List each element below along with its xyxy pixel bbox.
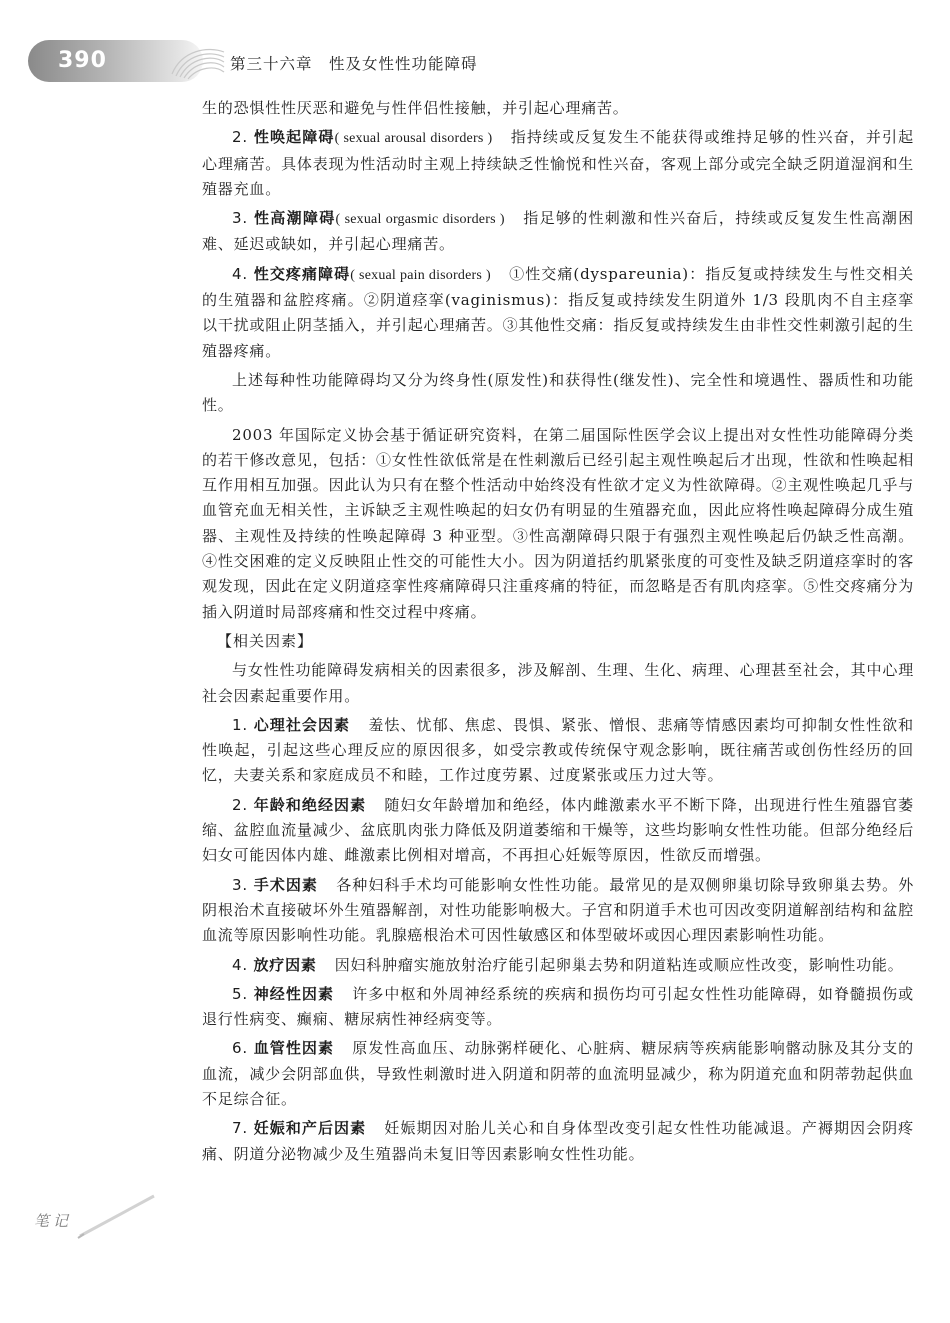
item-term: 年龄和绝经因素 xyxy=(253,795,367,814)
item-text: 指持续或反复发生不能获得或维持足够的性兴奋，并引起心理痛苦。具体表现为性活动时主观上持续缺乏性愉悦和性兴奋，客观上部分或完全缺乏阴道湿润和生殖器充血。 xyxy=(202,128,914,198)
item-text: 羞怯、忧郁、焦虑、畏惧、紧张、憎恨、悲痛等情感因素均可抑制女性性欲和性唤起，引起这些心理反应的原因很多，如受宗教或传统保守观念影响，既往痛苦或创伤性经历的回忆，夫妻关系和家庭成员不和睦，工作过度劳累、过度紧张或压力过大等。 xyxy=(202,715,914,785)
item-text: 随妇女年龄增加和绝经，体内雌激素水平不断下降，出现进行性生殖器官萎缩、盆腔血流量减少、盆底肌肉张力降低及阴道萎缩和干燥等，这些均影响女性性功能。但部分绝经后妇女可能因体内雄、雌激素比例相对增高，不再担心妊娠等原因，性欲反而增强。 xyxy=(202,795,914,865)
paragraph-sexual-pain xyxy=(202,262,914,364)
factor-item xyxy=(202,953,914,978)
item-term: 妊娠和产后因素 xyxy=(253,1119,367,1138)
item-term: 性唤起障碍 xyxy=(253,128,335,147)
item-text: 许多中枢和外周神经系统的疾病和损伤均可引起女性性功能障碍，如脊髓损伤或退行性病变、癫痫、糖尿病性神经病变等。 xyxy=(202,984,914,1029)
page-number: 390 xyxy=(58,48,107,73)
page-body xyxy=(202,96,914,1171)
notes-label: 笔记 xyxy=(34,1212,73,1230)
notes-margin xyxy=(34,1192,159,1242)
item-term: 性交疼痛障碍 xyxy=(253,264,351,283)
factor-item xyxy=(202,793,914,869)
paragraph-orgasmic xyxy=(202,206,914,258)
item-text: 妊娠期因对胎儿关心和自身体型改变引起女性性功能减退。产褥期因会阴疼痛、阴道分泌物减少及生殖器尚未复旧等因素影响女性性功能。 xyxy=(202,1119,914,1163)
paragraph: 上述每种性功能障碍均又分为终身性(原发性)和获得性(继发性)、完全性和境遇性、器质性和功能性。 xyxy=(202,370,914,415)
paragraph: 2003 年国际定义协会基于循证研究资料，在第二届国际性医学会议上提出对女性性功能障碍分类的若干修改意见，包括：①女性性欲低常是在性刺激后已经引起主观性唤起后才出现，性欲和性唤起相互作用相互加强。因此认为只有在整个性活动中始终没有性欲才定义为性欲障碍。②主观性唤起几乎与血管充血无相关性，主诉缺乏主观性唤起的妇女仍有明显的生殖器充血，因此应将性唤起障碍分成生殖器、主观性及持续的性唤起障碍 3 种亚型。③性高潮障碍只限于有强烈主观性唤起后仍缺乏性高潮。④性交困难的定义反映阻止性交的可能性大小。因为阴道括约肌紧张度的可变性及缺乏阴道痉挛时的客观发现，因此在定义阴道痉挛性疼痛障碍只注重疼痛的特征，而忽略是否有肌肉痉挛。⑤性交疼痛分为插入阴道时局部疼痛和性交过程中疼痛。 xyxy=(202,425,914,621)
item-number: 2. xyxy=(232,128,248,147)
item-number: 6. xyxy=(232,1039,248,1058)
paragraph-sexual-arousal xyxy=(202,125,914,202)
pen-icon xyxy=(74,1192,159,1240)
item-english-term: ( sexual pain disorders ) xyxy=(350,267,491,283)
item-text: 因妇科肿瘤实施放射治疗能引起卵巢去势和阴道粘连或顺应性改变，影响性功能。 xyxy=(334,955,904,974)
item-number: 7. xyxy=(232,1119,248,1138)
swirl-ornament-icon xyxy=(168,44,228,80)
item-term: 血管性因素 xyxy=(253,1039,335,1058)
item-number: 5. xyxy=(232,984,248,1003)
factor-item xyxy=(202,713,914,789)
factor-item xyxy=(202,1116,914,1167)
factor-item xyxy=(202,982,914,1033)
item-number: 2. xyxy=(232,795,248,814)
item-text: 指足够的性刺激和性兴奋后，持续或反复发生性高潮困难、延迟或缺如，并引起心理痛苦。 xyxy=(202,209,914,254)
item-term: 手术因素 xyxy=(253,875,318,894)
item-term: 神经性因素 xyxy=(253,984,335,1003)
item-number: 3. xyxy=(232,209,248,228)
chapter-title: 第三十六章 性及女性性功能障碍 xyxy=(230,55,478,73)
item-number: 4. xyxy=(232,955,248,974)
item-text: 原发性高血压、动脉粥样硬化、心脏病、糖尿病等疾病能影响髂动脉及其分支的血流，减少会阴部血供，导致性刺激时进入阴道和阴蒂的血流明显减少，称为阴道充血和阴蒂勃起供血不足综合征。 xyxy=(202,1039,914,1108)
item-number: 1. xyxy=(232,715,248,734)
page-header xyxy=(28,40,928,84)
item-term: 心理社会因素 xyxy=(253,715,351,734)
item-text: ①性交痛(dyspareunia)：指反复或持续发生与性交相关的生殖器和盆腔疼痛。②阴道痉挛(vaginismus)：指反复或持续发生阴道外 1/3 段肌肉不自主痉挛以干扰或阻止阴茎插入，并引起心理痛苦。③其他性交痛：指反复或持续发生由非性交性刺激引起的生殖器疼痛。 xyxy=(202,264,914,360)
item-number: 3. xyxy=(232,875,248,894)
item-term: 放疗因素 xyxy=(253,955,317,974)
factor-item xyxy=(202,1036,914,1112)
item-text: 各种妇科手术均可能影响女性性功能。最常见的是双侧卵巢切除导致卵巢去势。外阴根治术直接破坏外生殖器解剖，对性功能影响极大。子宫和阴道手术也可因改变阴道解剖结构和盆腔血流等原因影响性功能。乳腺癌根治术可因性敏感区和体型破坏或因心理因素影响性功能。 xyxy=(202,875,914,945)
item-english-term: ( sexual orgasmic disorders ) xyxy=(335,212,505,228)
section-heading: 【相关因素】 xyxy=(217,631,314,650)
item-term: 性高潮障碍 xyxy=(254,209,336,228)
paragraph: 生的恐惧性性厌恶和避免与性伴侣性接触，并引起心理痛苦。 xyxy=(202,99,629,117)
paragraph: 与女性性功能障碍发病相关的因素很多，涉及解剖、生理、生化、病理、心理甚至社会，其中心理社会因素起重要作用。 xyxy=(202,661,914,705)
item-number: 4. xyxy=(232,264,248,283)
factor-item xyxy=(202,873,914,949)
item-english-term: ( sexual arousal disorders ) xyxy=(334,131,493,147)
